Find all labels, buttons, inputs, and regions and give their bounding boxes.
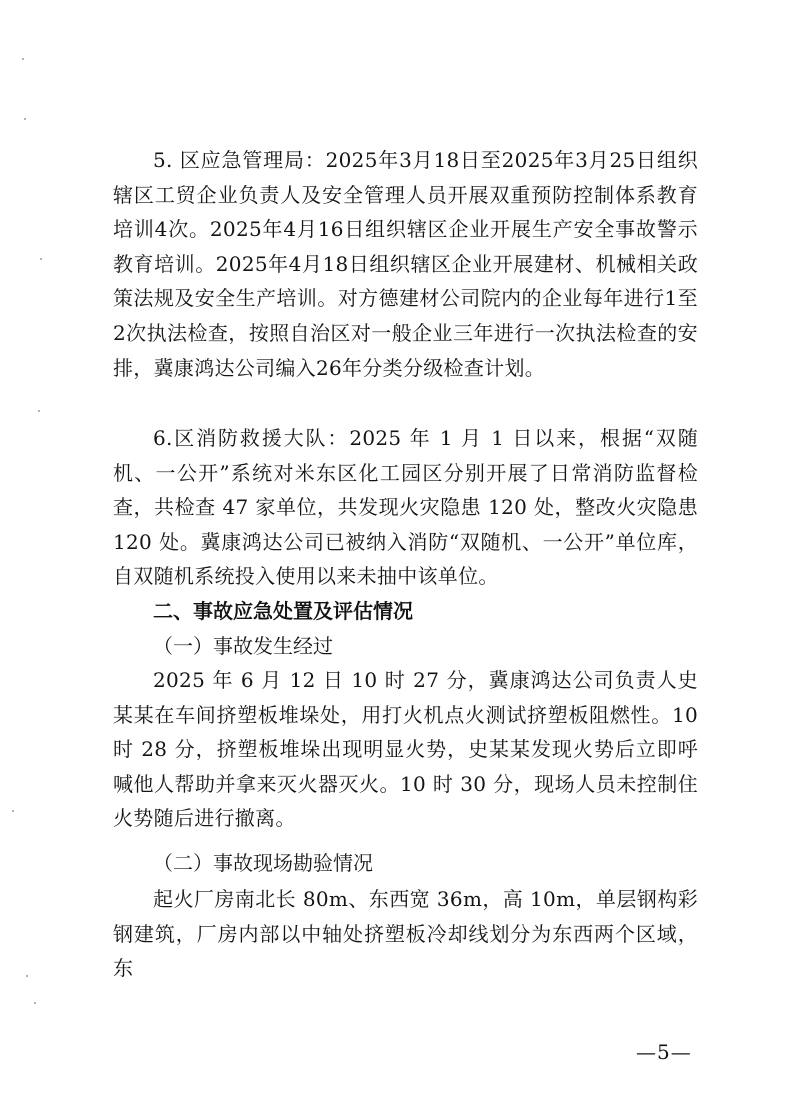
paragraph-accident-process: 2025 年 6 月 12 日 10 时 27 分，冀康鸿达公司负责人史某某在车间挤塑板堆垛处，用打火机点火测试挤塑板阻燃性。10 时 28 分，挤塑板堆垛出现明显火势，史某某发现火势后立即呼喊他人帮助并拿来灭火器灭火。10 时 30 分，现场人员未控制住火势随后进行撤离。 bbox=[113, 668, 698, 831]
section-heading: 二、事故应急处置及评估情况 bbox=[153, 599, 413, 623]
scan-dot bbox=[26, 975, 28, 977]
paragraph-emergency-bureau: 5. 区应急管理局：2025年3月18日至2025年3月25日组织辖区工贸企业负责人及安全管理人员开展双重预防控制体系教育培训4次。2025年4月16日组织辖区企业开展生产安全事故警示教育培训。2025年4月18日组织辖区企业开展建材、机械相关政策法规及安全生产培训。对方德建材公司院内的企业每年进行1至2次执法检查，按照自治区对一般企业三年进行一次执法检查的安排，冀康鸿达公司编入26年分类分级检查计划。 bbox=[113, 148, 698, 380]
scan-dot bbox=[24, 118, 26, 120]
scan-dot bbox=[34, 1002, 36, 1004]
paragraph-site-survey: 起火厂房南北长 80m、东西宽 36m，高 10m，单层钢构彩钢建筑，厂房内部以中轴处挤塑板冷却线划分为东西两个区域，东 bbox=[113, 887, 698, 981]
scan-dot bbox=[38, 410, 40, 412]
page-number: —5— bbox=[636, 1040, 692, 1064]
subsection-title-site-survey: （二）事故现场勘验情况 bbox=[153, 851, 373, 875]
scan-dot bbox=[40, 258, 42, 260]
subsection-title-accident-process: （一）事故发生经过 bbox=[153, 634, 333, 658]
scan-dot bbox=[12, 810, 14, 812]
scan-dot bbox=[22, 58, 24, 60]
paragraph-fire-brigade: 6.区消防救援大队：2025 年 1 月 1 日以来，根据“双随机、一公开”系统对米东区化工园区分别开展了日常消防监督检查，共检查 47 家单位，共发现火灾隐患 120 处，整改火灾隐患 120 处。冀康鸿达公司已被纳入消防“双随机、一公开”单位库，自双随机系统投入使用以来未抽中该单位。 bbox=[113, 426, 698, 589]
